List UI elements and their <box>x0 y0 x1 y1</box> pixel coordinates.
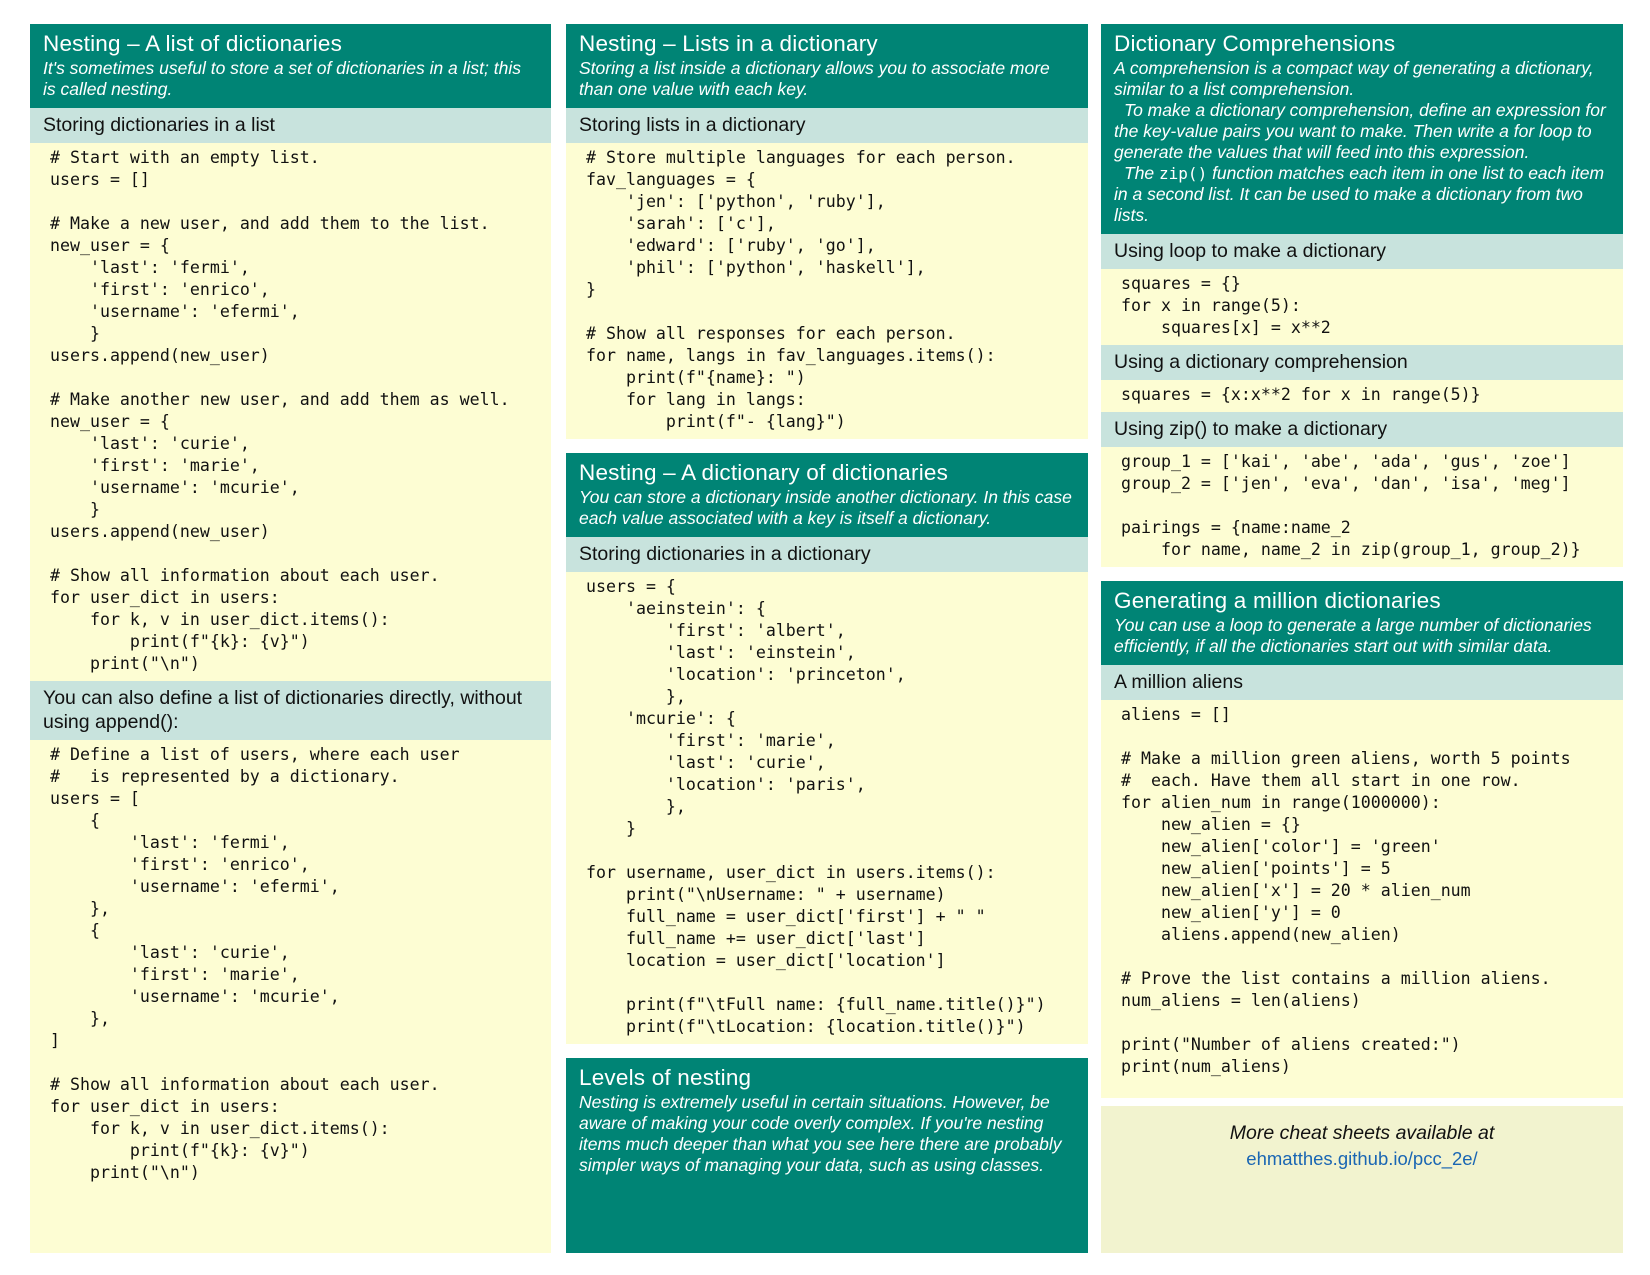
section-description: It's sometimes useful to store a set of dictionaries in a list; this is called nesting. <box>43 58 521 99</box>
description-paragraph: To make a dictionary comprehension, define an expression for the key-value pairs you want to make. Then write a for loop to generate the values that will feed into this expression. <box>1114 100 1606 162</box>
footer-banner <box>1101 1106 1623 1253</box>
description-paragraph: A comprehension is a compact way of generating a dictionary, similar to a list comprehension. <box>1114 58 1594 99</box>
section-title: Nesting – A list of dictionaries <box>43 31 343 56</box>
section-description: You can store a dictionary inside another dictionary. In this case each value associated with a key is itself a dictionary. <box>579 487 1072 528</box>
subheading-storing-lists-in-dict: Storing lists in a dictionary <box>566 108 1088 143</box>
section-title: Nesting – A dictionary of dictionaries <box>579 460 949 485</box>
panel-fill <box>30 1190 551 1253</box>
subheading-define-list-directly: You can also define a list of dictionaries directly, without using append(): <box>30 681 551 740</box>
code-block-aliens: aliens = [] # Make a million green aliens, worth 5 points # each. Have them all start in one row. for alien_num in range(1000000): new_alien = {} new_alien['color'] = 'green' new_alien['points'] = 5 new_alien['x'] = 20 * alien_num new_alien['y'] = 0 aliens.append(new_alien) # Prove the list contains a million aliens. num_aliens = len(aliens) print("Number of aliens created:") print(num_aliens) <box>1101 700 1623 1098</box>
section-description: Storing a list inside a dictionary allows you to associate more than one value with each key. <box>579 58 1050 99</box>
section-gap <box>1101 1098 1623 1106</box>
section-header-lists-in-dict <box>566 24 1088 108</box>
section-description: Nesting is extremely useful in certain situations. However, be aware of making your code overly complex. If you're nesting items much deeper than what you see here there are probably simpler ways of managing your data, such as using classes. <box>579 1092 1062 1175</box>
section-header-dict-of-dicts <box>566 453 1088 537</box>
description-paragraph <box>1114 163 1610 226</box>
section-title: Nesting – Lists in a dictionary <box>579 31 878 56</box>
code-block-fav-languages: # Store multiple languages for each person. fav_languages = { 'jen': ['python', 'ruby'], 'sarah': ['c'], 'edward': ['ruby', 'go'], 'phil': ['python', 'haskell'], } # Show all responses for each person. for name, langs in fav_languages.items(): print(f"{name}: ") for lang in langs: print(f"- {lang}") <box>566 143 1088 439</box>
section-gap <box>566 439 1088 453</box>
section-gap <box>566 1044 1088 1058</box>
code-block-list-literal: # Define a list of users, where each user # is represented by a dictionary. users = [ { 'last': 'fermi', 'first': 'enrico', 'username': 'efermi', }, { 'last': 'curie', 'first': 'marie', 'username': 'mcurie', }, ] # Show all information about each user. for user_dict in users: for k, v in user_dict.items(): print(f"{k}: {v}") print("\n") <box>30 740 551 1190</box>
column-middle <box>566 24 1088 1253</box>
code-block-list-append: # Start with an empty list. users = [] # Make a new user, and add them to the list. new_user = { 'last': 'fermi', 'first': 'enrico', 'username': 'efermi', } users.append(new_user) # Make another new user, and add them as well. new_user = { 'last': 'curie', 'first': 'marie', 'username': 'mcurie', } users.append(new_user) # Show all information about each user. for user_dict in users: for k, v in user_dict.items(): print(f"{k}: {v}") print("\n") <box>30 143 551 681</box>
subheading-million-aliens: A million aliens <box>1101 665 1623 700</box>
section-header-million-dicts <box>1101 581 1623 665</box>
section-title: Dictionary Comprehensions <box>1114 31 1396 56</box>
code-block-squares-loop: squares = {} for x in range(5): squares[x] = x**2 <box>1101 269 1623 345</box>
subheading-zip-dict: Using zip() to make a dictionary <box>1101 412 1623 447</box>
section-header-levels-of-nesting <box>566 1058 1088 1253</box>
subheading-dict-comprehension: Using a dictionary comprehension <box>1101 345 1623 380</box>
section-header-list-of-dicts <box>30 24 551 108</box>
text-fragment: The <box>1124 163 1160 183</box>
code-block-squares-comprehension: squares = {x:x**2 for x in range(5)} <box>1101 380 1623 412</box>
column-left <box>30 24 551 1253</box>
section-description <box>1114 58 1610 226</box>
code-block-zip-pairings: group_1 = ['kai', 'abe', 'ada', 'gus', 'zoe'] group_2 = ['jen', 'eva', 'dan', 'isa', 'meg'] pairings = {name:name_2 for name, name_2 in zip(group_1, group_2)} <box>1101 447 1623 567</box>
section-description: You can use a loop to generate a large number of dictionaries efficiently, if all the dictionaries start out with similar data. <box>1114 615 1592 656</box>
subheading-loop-dict: Using loop to make a dictionary <box>1101 234 1623 269</box>
code-block-users-dict: users = { 'aeinstein': { 'first': 'albert', 'last': 'einstein', 'location': 'princeton', }, 'mcurie': { 'first': 'marie', 'last': 'curie', 'location': 'paris', }, } for username, user_dict in users.items(): print("\nUsername: " + username) full_name = user_dict['first'] + " " full_name += user_dict['last'] location = user_dict['location'] print(f"\tFull name: {full_name.title()}") print(f"\tLocation: {location.title()}") <box>566 572 1088 1044</box>
section-gap <box>1101 567 1623 581</box>
subheading-storing-dicts-in-list: Storing dictionaries in a list <box>30 108 551 143</box>
subheading-storing-dicts-in-dict: Storing dictionaries in a dictionary <box>566 537 1088 572</box>
footer-text: More cheat sheets available at <box>1229 1122 1495 1144</box>
text-fragment: function matches each item in one list to each item in a second list. It can be used to make a dictionary from two lists. <box>1114 163 1605 225</box>
section-header-dict-comprehensions <box>1101 24 1623 234</box>
cheat-sheets-link[interactable]: ehmatthes.github.io/pcc_2e/ <box>1246 1148 1478 1169</box>
column-right <box>1101 24 1623 1253</box>
section-title: Generating a million dictionaries <box>1114 588 1441 613</box>
inline-code: zip() <box>1159 164 1208 183</box>
section-title: Levels of nesting <box>579 1065 752 1090</box>
